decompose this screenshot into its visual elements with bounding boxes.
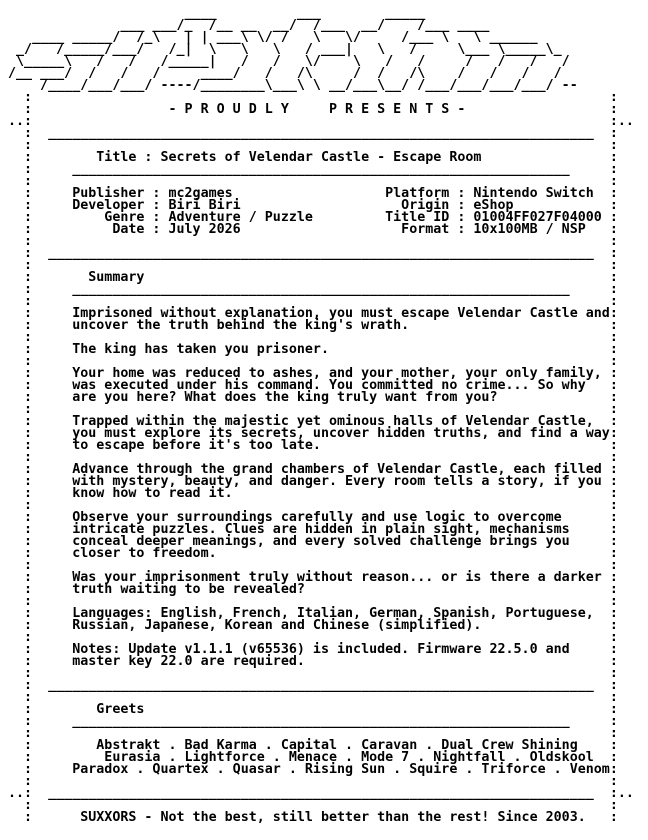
nfo-line: : know how to read it. : [8,486,618,501]
nfo-line: : Genre : Adventure / Puzzle Title ID : 01004FF027F04000 : [8,210,618,225]
nfo-line: ..: :.. [8,114,634,129]
nfo-line: : : [8,234,618,249]
nfo-line: : ____________________________________________________________________ : [8,126,618,141]
nfo-line: : The king has taken you prisoner. : [8,342,618,357]
nfo-line: : are you here? What does the king truly want from you? : [8,390,618,405]
nfo-line: : Advance through the grand chambers of Velendar Castle, each filled : [8,462,618,477]
nfo-line: : Greets : [8,702,618,717]
nfo-line: : : [8,558,618,573]
nfo-line: : : [8,174,618,189]
nfo-line: : Russian, Japanese, Korean and Chinese (simplified). : [8,618,618,633]
nfo-line: : ______________________________________________________________ : [8,162,618,177]
nfo-line: /__ ___/ / / / ____/ / /\ / / /\ / / / / [8,66,562,81]
nfo-line: : Title : Secrets of Velendar Castle - Escape Room : [8,150,618,165]
nfo-line: /____/___/___/ ----/________\___\ \ __/___\__/ /___/___/___/___/ -- [8,78,578,93]
nfo-line: : : [8,402,618,417]
nfo-line: : Summary : [8,270,618,285]
nfo-line: : : [8,90,618,105]
nfo-line: : Imprisoned without explanation, you must escape Velendar Castle and: [8,306,618,321]
nfo-line: : : [8,450,618,465]
nfo-line: : Observe your surroundings carefully and use logic to overcome : [8,510,618,525]
nfo-line: : Was your imprisonment truly without reason... or is there a darker : [8,570,618,585]
nfo-line: : : [8,798,618,813]
nfo-line: : Developer : Biri Biri Origin : eShop : [8,198,618,213]
nfo-line: : : [8,666,618,681]
nfo-line: : truth waiting to be revealed? : [8,582,618,597]
nfo-line: : to escape before it's too late. : [8,438,618,453]
nfo-line: : you must explore its secrets, uncover hidden truths, and find a way: [8,426,618,441]
nfo-line: : SUXXORS - Not the best, still better than the rest! Since 2003. : [8,810,618,825]
nfo-line: : : [8,594,618,609]
nfo-line: : master key 22.0 are required. : [8,654,618,669]
nfo-line: : : [8,258,618,273]
nfo-line: : ______________________________________________________________ : [8,282,618,297]
nfo-line: : closer to freedom. : [8,546,618,561]
nfo-line: : ____________________________________________________________________ : [8,678,618,693]
nfo-line: : : [8,354,618,369]
nfo-line: : Eurasia . Lightforce . Menace . Mode 7 . Nightfall . Oldskool : [8,750,618,765]
nfo-line: _/ /_____/___/ /_| \ \ \ / ___| \ / \___ \_____\_ [8,42,562,57]
nfo-document [8,8,648,824]
nfo-line: : Paradox . Quartex . Quasar . Rising Sun . Squire . Triforce . Venom: [8,762,618,777]
nfo-line: : : [8,330,618,345]
nfo-line: : : [8,690,618,705]
nfo-line: : intricate puzzles. Clues are hidden in plain sight, mechanisms : [8,522,618,537]
nfo-line: ..: ____________________________________________________________________ :.. [8,786,634,801]
nfo-line: : ____________________________________________________________________ : [8,246,618,261]
nfo-line: : Abstrakt . Bad Karma . Capital . Caravan . Dual Crew Shining : [8,738,618,753]
nfo-line: : : [8,630,618,645]
nfo-line: : : [8,726,618,741]
nfo-line: : Your home was reduced to ashes, and your mother, your only family, : [8,366,618,381]
nfo-line: : uncover the truth behind the king's wrath. : [8,318,618,333]
nfo-line: : conceal deeper meanings, and every solved challenge brings you : [8,534,618,549]
nfo-line: : : [8,138,618,153]
nfo-line: : was executed under his command. You committed no crime... So why : [8,378,618,393]
nfo-line: ___ ___/_ /__ __ __/ /___ __/ /___ ____ [8,18,490,33]
nfo-line: : Notes: Update v1.1.1 (v65536) is included. Firmware 22.5.0 and : [8,642,618,657]
nfo-line: : Trapped within the majestic yet ominous halls of Velendar Castle, : [8,414,618,429]
nfo-line: : Languages: English, French, Italian, German, Spanish, Portuguese, : [8,606,618,621]
nfo-line: ____ ___ _____ [8,6,426,21]
nfo-line: : Date : July 2026 Format : 10x100MB / NSP : [8,222,618,237]
nfo-line: : - P R O U D L Y P R E S E N T S - : [8,102,618,117]
nfo-line: : Publisher : mc2games Platform : Nintendo Switch : [8,186,618,201]
nfo-line: : : [8,294,618,309]
nfo-line: \_____\ / / /_____| / / \/ \ / / / / / / [8,54,570,69]
nfo-line: : : [8,498,618,513]
nfo-line: : : [8,774,618,789]
nfo-line: : ______________________________________________________________ : [8,714,618,729]
nfo-line: ____ _____/ /_\ | | ___\ \/ / \ \/ /___ \ \ ______ [8,30,538,45]
nfo-line: : with mystery, beauty, and danger. Every room tells a story, if you : [8,474,618,489]
